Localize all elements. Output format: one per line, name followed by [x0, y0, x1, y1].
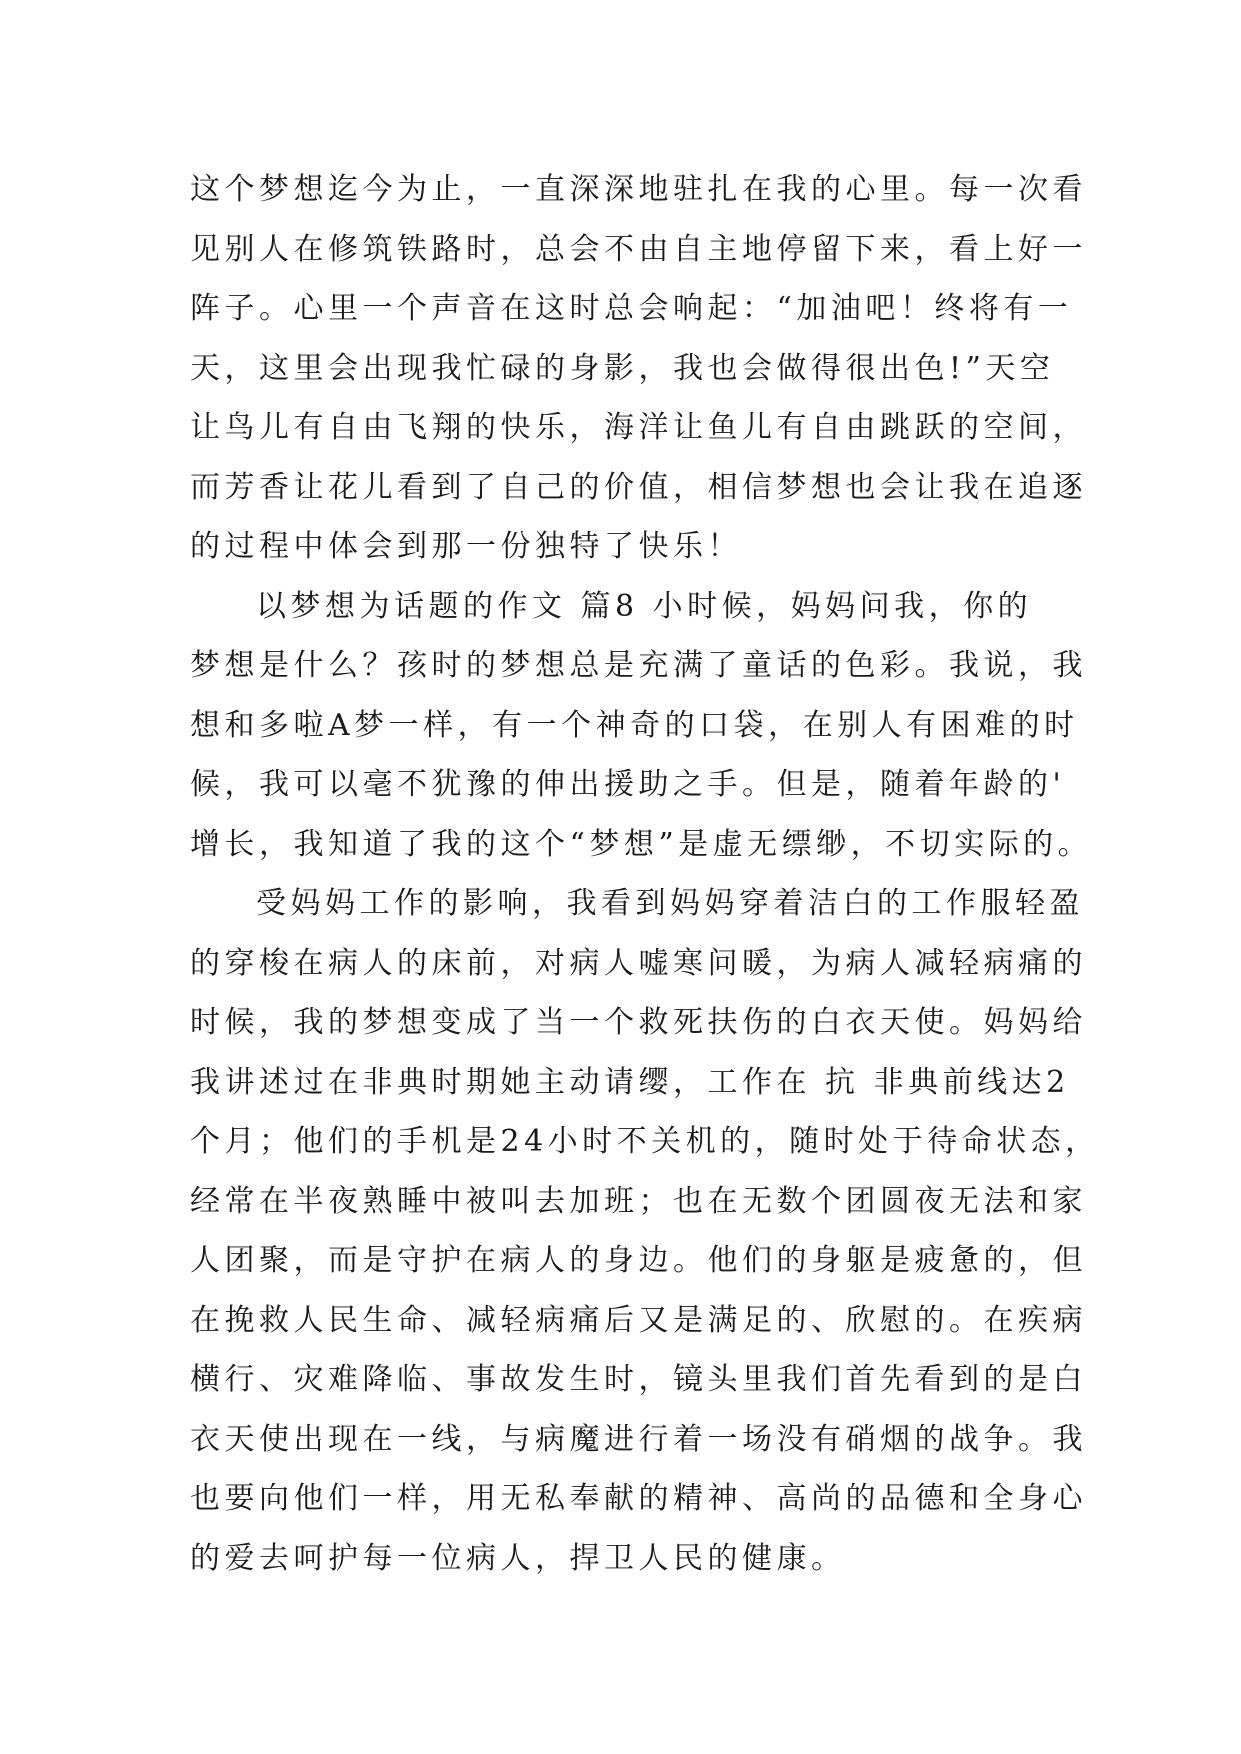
section-heading-line: 以梦想为话题的作文 篇8 小时候，妈妈问我，你的	[256, 588, 1033, 624]
text-line: 时候，我的梦想变成了当一个救死扶伤的白衣天使。妈妈给	[190, 1005, 1087, 1040]
paragraph-start-line: 受妈妈工作的影响，我看到妈妈穿着洁白的工作服轻盈	[256, 886, 1084, 921]
text-line: 见别人在修筑铁路时，总会不由自主地停留下来，看上好一	[190, 231, 1087, 267]
text-line: 让鸟儿有自由飞翔的快乐，海洋让鱼儿有自由跳跃的空间，	[190, 410, 1087, 445]
text-line: 的爱去呵护每一位病人，捍卫人民的健康。	[190, 1540, 846, 1576]
text-line: 候，我可以毫不犹豫的伸出援助之手。但是，随着年龄的'	[190, 767, 1066, 802]
text-line: 人团聚，而是守护在病人的身边。他们的身躯是疲惫的，但	[190, 1243, 1087, 1278]
text-line: 的穿梭在病人的床前，对病人嘘寒问暖，为病人减轻病痛的	[190, 945, 1087, 981]
text-line: 增长，我知道了我的这个“梦想”是虚无缥缈，不切实际的。	[190, 826, 1093, 862]
text-line: 这个梦想迄今为止，一直深深地驻扎在我的心里。每一次看	[190, 172, 1087, 207]
text-line: 我讲述过在非典时期她主动请缨，工作在 抗 非典前线达2	[190, 1064, 1070, 1100]
text-line: 天，这里会出现我忙碌的身影，我也会做得很出色!”天空	[190, 350, 1055, 386]
text-line: 横行、灾难降临、事故发生时，镜头里我们首先看到的是白	[190, 1362, 1087, 1397]
document-body	[190, 160, 1100, 1588]
text-line: 而芳香让花儿看到了自己的价值，相信梦想也会让我在追逐	[190, 469, 1087, 505]
text-line: 个月；他们的手机是24小时不关机的，随时处于待命状态，	[190, 1124, 1100, 1159]
text-line: 想和多啦A梦一样，有一个神奇的口袋，在别人有困难的时	[190, 707, 1079, 743]
text-line: 的过程中体会到那一份独特了快乐！	[190, 529, 742, 564]
text-line: 也要向他们一样，用无私奉献的精神、高尚的品德和全身心	[190, 1481, 1087, 1516]
text-line: 阵子。心里一个声音在这时总会响起：“加油吧！终将有一	[190, 291, 1073, 326]
text-line: 梦想是什么？孩时的梦想总是充满了童话的色彩。我说，我	[190, 648, 1087, 683]
text-line: 经常在半夜熟睡中被叫去加班；也在无数个团圆夜无法和家	[190, 1183, 1087, 1219]
text-line: 在挽救人民生命、减轻病痛后又是满足的、欣慰的。在疾病	[190, 1302, 1087, 1338]
text-line: 衣天使出现在一线，与病魔进行着一场没有硝烟的战争。我	[190, 1421, 1087, 1457]
